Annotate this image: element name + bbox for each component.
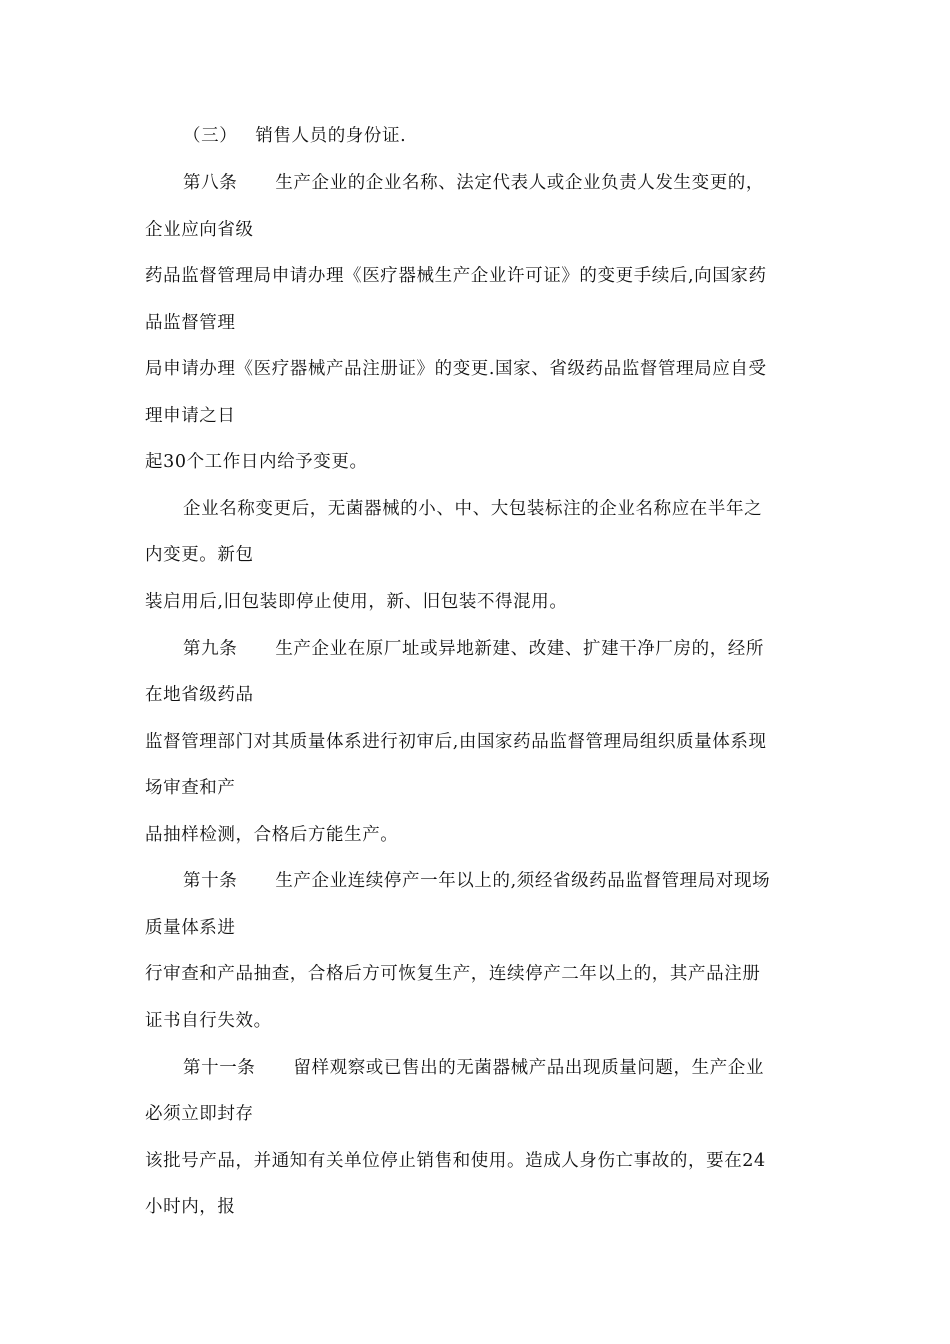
text-line: 品监督管理 <box>145 313 236 333</box>
text-line: 药品监督管理局申请办理《医疗器械生产企业许可证》的变更手续后,向国家药 <box>145 266 767 286</box>
article-number: 第十条 <box>183 871 238 891</box>
paragraph-start: 企业名称变更后，无菌器械的小、中、大包装标注的企业名称应在半年之 <box>183 499 763 519</box>
article-10-heading <box>183 869 770 893</box>
article-8-heading <box>183 171 764 195</box>
text-line: 场审查和产 <box>145 778 236 798</box>
text-line: 起30个工作日内给予变更。 <box>145 452 368 472</box>
text-line: 企业应向省级 <box>145 220 254 240</box>
text-line: 装启用后,旧包装即停止使用，新、旧包装不得混用。 <box>145 592 568 612</box>
text-line: 品抽样检测，合格后方能生产。 <box>145 825 399 845</box>
line-text: 留样观察或已售出的无菌器械产品出现质量问题，生产企业 <box>293 1058 765 1078</box>
item-3-line <box>183 124 406 148</box>
line-text: 生产企业在原厂址或异地新建、改建、扩建干净厂房的，经所 <box>275 639 765 659</box>
text-line: 小时内，报 <box>145 1197 236 1217</box>
article-number: 第九条 <box>183 639 238 659</box>
text-line: 该批号产品，并通知有关单位停止销售和使用。造成人身伤亡事故的，要在24 <box>145 1151 766 1171</box>
text-line: 必须立即封存 <box>145 1104 254 1124</box>
text-line: 质量体系进 <box>145 918 236 938</box>
text-line: 局申请办理《医疗器械产品注册证》的变更.国家、省级药品监督管理局应自受 <box>145 359 767 379</box>
text-line: 在地省级药品 <box>145 685 254 705</box>
article-number: 第十一条 <box>183 1058 256 1078</box>
text-line: 理申请之日 <box>145 406 236 426</box>
line-text: 生产企业的企业名称、法定代表人或企业负责人发生变更的， <box>275 173 765 193</box>
line-text: 生产企业连续停产一年以上的,须经省级药品监督管理局对现场 <box>275 871 771 891</box>
article-9-heading <box>183 637 764 661</box>
article-number: 第八条 <box>183 173 238 193</box>
article-11-heading <box>183 1056 764 1080</box>
text-line: 监督管理部门对其质量体系进行初审后,由国家药品监督管理局组织质量体系现 <box>145 732 767 752</box>
item-number: （三） <box>183 126 238 146</box>
text-line: 内变更。新包 <box>145 545 254 565</box>
line-text: 销售人员的身份证. <box>255 126 407 146</box>
text-line: 证书自行失效。 <box>145 1011 272 1031</box>
text-line: 行审查和产品抽查，合格后方可恢复生产，连续停产二年以上的，其产品注册 <box>145 964 761 984</box>
